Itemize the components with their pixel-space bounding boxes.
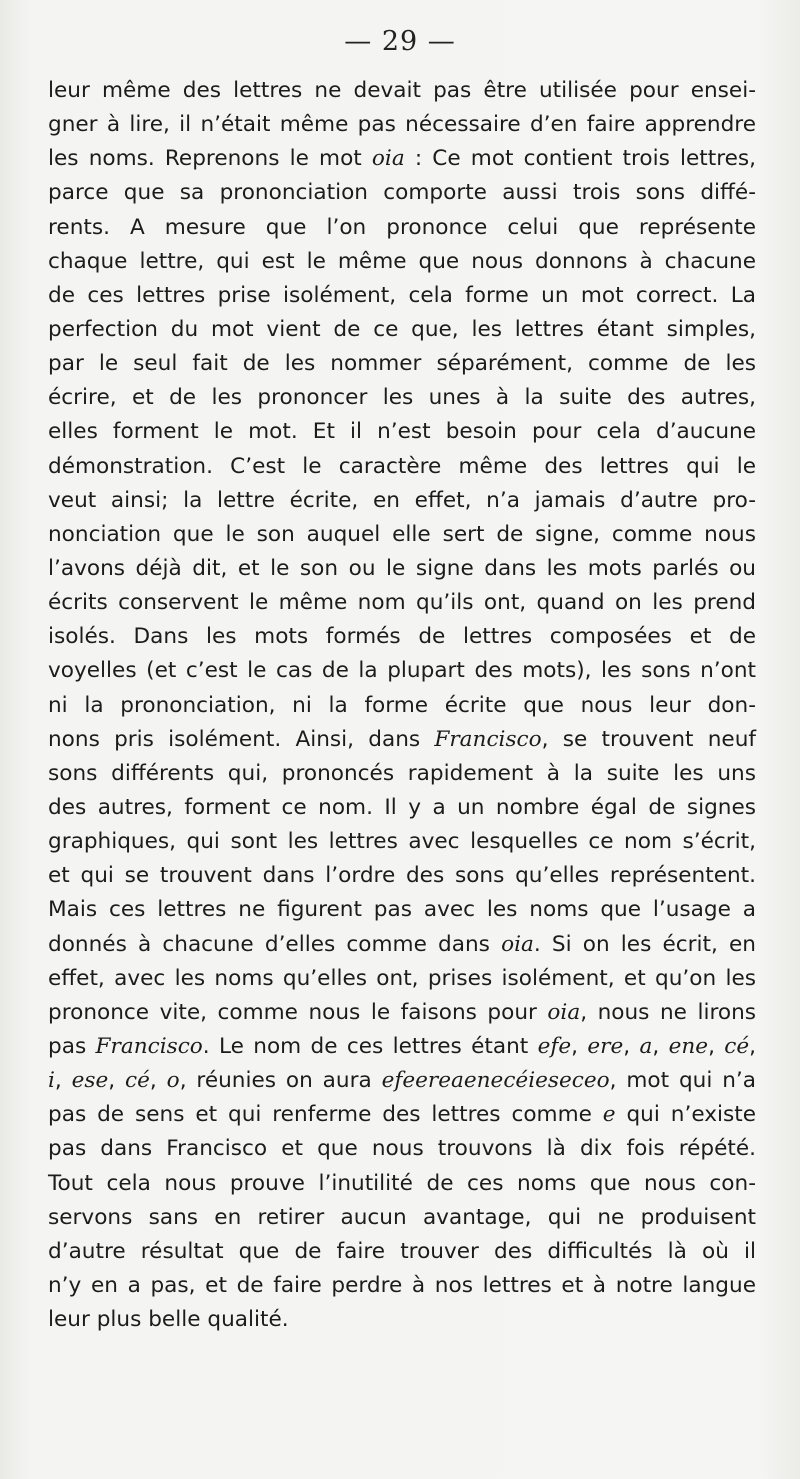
text-line: nons pris isolément. Ainsi, dans Francisco, se trouvent neuf — [48, 726, 756, 752]
page-number: — 29 — — [344, 26, 456, 57]
text-line: elles forment le mot. Et il n’est besoin pour cela d’aucune — [48, 419, 756, 445]
text-line: pas dans Francisco et que nous trouvons là dix fois répété. — [48, 1136, 756, 1162]
text-line: nonciation que le son auquel elle sert de signe, comme nous — [48, 521, 756, 547]
text-line: d’autre résultat que de faire trouver des difficultés là où il — [48, 1238, 756, 1264]
text-line: voyelles (et c’est le cas de la plupart des mots), les sons n’ont — [48, 658, 756, 684]
text-line: leur même des lettres ne devait pas être utilisée pour ensei- — [48, 78, 756, 103]
text-line: Tout cela nous prouve l’inutilité de ces noms que nous con- — [48, 1170, 756, 1196]
text-line: écrire, et de les prononcer les unes à la suite des autres, — [48, 385, 756, 411]
text-line: Mais ces lettres ne figurent pas avec les noms que l’usage a — [48, 897, 756, 923]
text-line: chaque lettre, qui est le même que nous donnons à chacune — [48, 248, 756, 274]
text-line: parce que sa prononciation comporte aussi trois sons diffé- — [48, 180, 756, 206]
text-line: i, ese, cé, o, réunies on aura efeereaenecéieseceo, mot qui n’a — [48, 1068, 757, 1094]
text-line: servons sans en retirer aucun avantage, qui ne produisent — [48, 1204, 756, 1230]
text-line: pas de sens et qui renferme des lettres comme e qui n’existe — [48, 1102, 756, 1128]
text-line: prononce vite, comme nous le faisons pour oia, nous ne lirons — [48, 999, 757, 1025]
body-text — [48, 74, 756, 1337]
text-line: de ces lettres prise isolément, cela forme un mot correct. La — [48, 282, 756, 308]
text-line: écrits conservent le même nom qu’ils ont, quand on les prend — [48, 590, 756, 616]
text-line: veut ainsi; la lettre écrite, en effet, n’a jamais d’autre pro- — [48, 487, 756, 513]
text-line: pas Francisco. Le nom de ces lettres étant efe, ere, a, ene, cé, — [48, 1033, 757, 1059]
text-line: et qui se trouvent dans l’ordre des sons qu’elles représentent. — [48, 863, 756, 889]
text-line: démonstration. C’est le caractère même des lettres qui le — [48, 453, 756, 479]
text-line: gner à lire, il n’était même pas nécessaire d’en faire apprendre — [48, 112, 756, 138]
text-line: les noms. Reprenons le mot oia : Ce mot contient trois lettres, — [48, 146, 756, 172]
text-line: isolés. Dans les mots formés de lettres composées et de — [48, 624, 756, 650]
text-line: sons différents qui, prononcés rapidement à la suite les uns — [48, 760, 756, 786]
text-line: par le seul fait de les nommer séparément, comme de les — [48, 351, 756, 377]
text-line: effet, avec les noms qu’elles ont, prises isolément, et qu’on les — [48, 965, 756, 991]
text-line: rents. A mesure que l’on prononce celui que représente — [48, 214, 756, 240]
text-line: perfection du mot vient de ce que, les lettres étant simples, — [48, 316, 756, 342]
text-line: ni la prononciation, ni la forme écrite que nous leur don- — [48, 692, 756, 718]
text-line: l’avons déjà dit, et le son ou le signe dans les mots parlés ou — [48, 555, 756, 581]
text-line: graphiques, qui sont les lettres avec lesquelles ce nom s’écrit, — [48, 829, 756, 855]
text-line: n’y en a pas, et de faire perdre à nos lettres et à notre langue — [48, 1272, 756, 1298]
text-line: donnés à chacune d’elles comme dans oia. Si on les écrit, en — [48, 931, 756, 957]
text-line: des autres, forment ce nom. Il y a un nombre égal de signes — [48, 794, 756, 820]
text-line: leur plus belle qualité. — [48, 1307, 289, 1333]
